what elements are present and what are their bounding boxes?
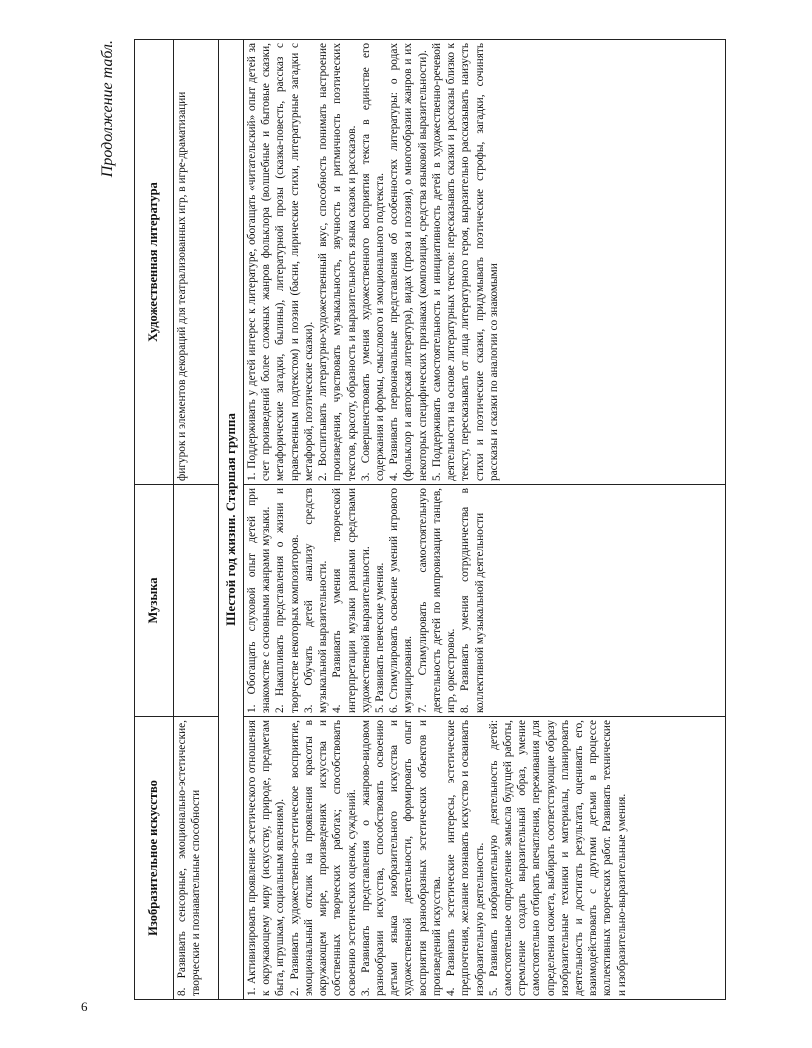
art-item: 1. Активизировать проявление эстетического отношения к окружающему миру (искусству, природе, предметам быта, игрушкам, социальным явлениям). bbox=[246, 720, 287, 996]
section-row bbox=[219, 40, 244, 1000]
literature-item: 3. Совершенствовать умения художественного восприятия текста в единстве его содержания и формы, смыслового и эмоционального подтекста. bbox=[359, 43, 386, 481]
header-art: Изобразительное искусство bbox=[135, 717, 174, 1000]
music-item: 5. Развивать певческие умения. bbox=[373, 562, 386, 713]
continuation-music bbox=[174, 485, 219, 717]
header-literature: Художественная литература bbox=[135, 40, 174, 485]
literature-item: 2. Воспитывать литературно-художественный вкус, способность понимать настроение произведения, чувствовать музыкальность, звучность и ритмичность поэтических текстов, красоту, образность и выразительность языка сказок и рассказов. bbox=[317, 43, 358, 481]
header-music: Музыка bbox=[135, 485, 174, 717]
literature-item: 5. Поддерживать самостоятельность и инициативность детей в художественно-речевой деятельности на основе литературных текстов: пересказывать сказки и рассказы близко к тексту, пересказывать от лица литературного героя, выразительно рассказывать наизусть стихи и поэтические сказки, придумывать поэтические строфы, загадки, сочинять рассказы и сказки по аналогии со знакомыми bbox=[430, 43, 500, 481]
program-table bbox=[134, 39, 726, 1000]
literature-item: 4. Развивать первоначальные представления об особенностях литературы: о родах (фольклор и авторская литература), видах (проза и поэзия), о многообразии жанров и их некоторых специфических признаках (композиция, средства языковой выразительности). bbox=[388, 43, 429, 481]
music-item: 6. Стимулировать освоение умений игрового музицирования. bbox=[388, 488, 415, 713]
art-item: 5. Развивать изобразительную деятельность детей: самостоятельное определение замысла будущей работы, стремление создать выразительный образ, умение самостоятельно отбирать впечатления, переживания для определения сюжета, выбирать соответствующие образу изобразительные техники и материалы, планировать деятельность и достигать результата, оценивать его, взаимодействовать с другими детьми в процессе коллективных творческих работ. Развивать технические и изобразительно-выразительные умения. bbox=[487, 720, 628, 996]
header-row bbox=[135, 40, 174, 1000]
music-item: 1. Обогащать слуховой опыт детей при знакомстве с основными жанрами музыки. bbox=[246, 488, 273, 713]
music-item: 3. Обучать детей анализу средств музыкальной выразительности. bbox=[302, 488, 330, 713]
music-item: 2. Накапливать представления о жизни и творчестве некоторых композиторов. bbox=[274, 488, 301, 713]
music-item: 8. Развивать умения сотрудничества в коллективной музыкальной деятельности bbox=[459, 488, 486, 713]
music-item: 4. Развивать умения творческой интерпретации музыки разными средствами художественной выразительности. bbox=[331, 488, 372, 713]
art-item: 4. Развивать эстетические интересы, эстетические предпочтения, желание познавать искусство и осваивать изобразительную деятельность. bbox=[445, 720, 486, 996]
art-item: 2. Развивать художественно-эстетическое восприятие, эмоциональный отклик на проявления красоты в окружающем мире, произведениях искусства и собственных творческих работах; способствовать освоению эстетических оценок, суждений. bbox=[288, 720, 358, 996]
music-cell bbox=[244, 485, 726, 717]
table-caption: Продолжение табл. bbox=[99, 40, 116, 178]
content-row bbox=[244, 40, 726, 1000]
literature-cell bbox=[244, 40, 726, 485]
music-item: 7. Стимулировать самостоятельную деятельность детей по импровизации танцев, игр, оркестровок. bbox=[416, 488, 458, 713]
continuation-row bbox=[174, 40, 219, 1000]
literature-item: 1. Поддерживать у детей интерес к литературе, обогащать «читательский» опыт детей за счет произведений более сложных жанров фольклора (волшебные и бытовые сказки, метафорические загадки, былины), литературной прозы (сказка-повесть, рассказ с нравственным подтекстом) и поэзии (басни, лирические стихи, литературные загадки с метафорой, поэтические сказки). bbox=[246, 43, 315, 481]
continuation-literature: фигурок и элементов декораций для театрализованных игр, в игре-драматизации bbox=[174, 40, 219, 485]
page-number: 6 bbox=[81, 999, 88, 1014]
section-title: Шестой год жизни. Старшая группа bbox=[219, 40, 244, 1000]
rotated-table-sheet bbox=[90, 40, 730, 1000]
continuation-art: 8. Развивать сенсорные, эмоционально-эстетические, творческие и познавательные способности bbox=[174, 717, 219, 1000]
art-cell bbox=[244, 717, 726, 1000]
art-item: 3. Развивать представления о жанрово-видовом разнообразии искусства, способствовать освоению детьми языка изобразительного искусства и художественной деятельности, формировать опыт восприятия разнообразных эстетических объектов и произведений искусства. bbox=[359, 720, 443, 996]
